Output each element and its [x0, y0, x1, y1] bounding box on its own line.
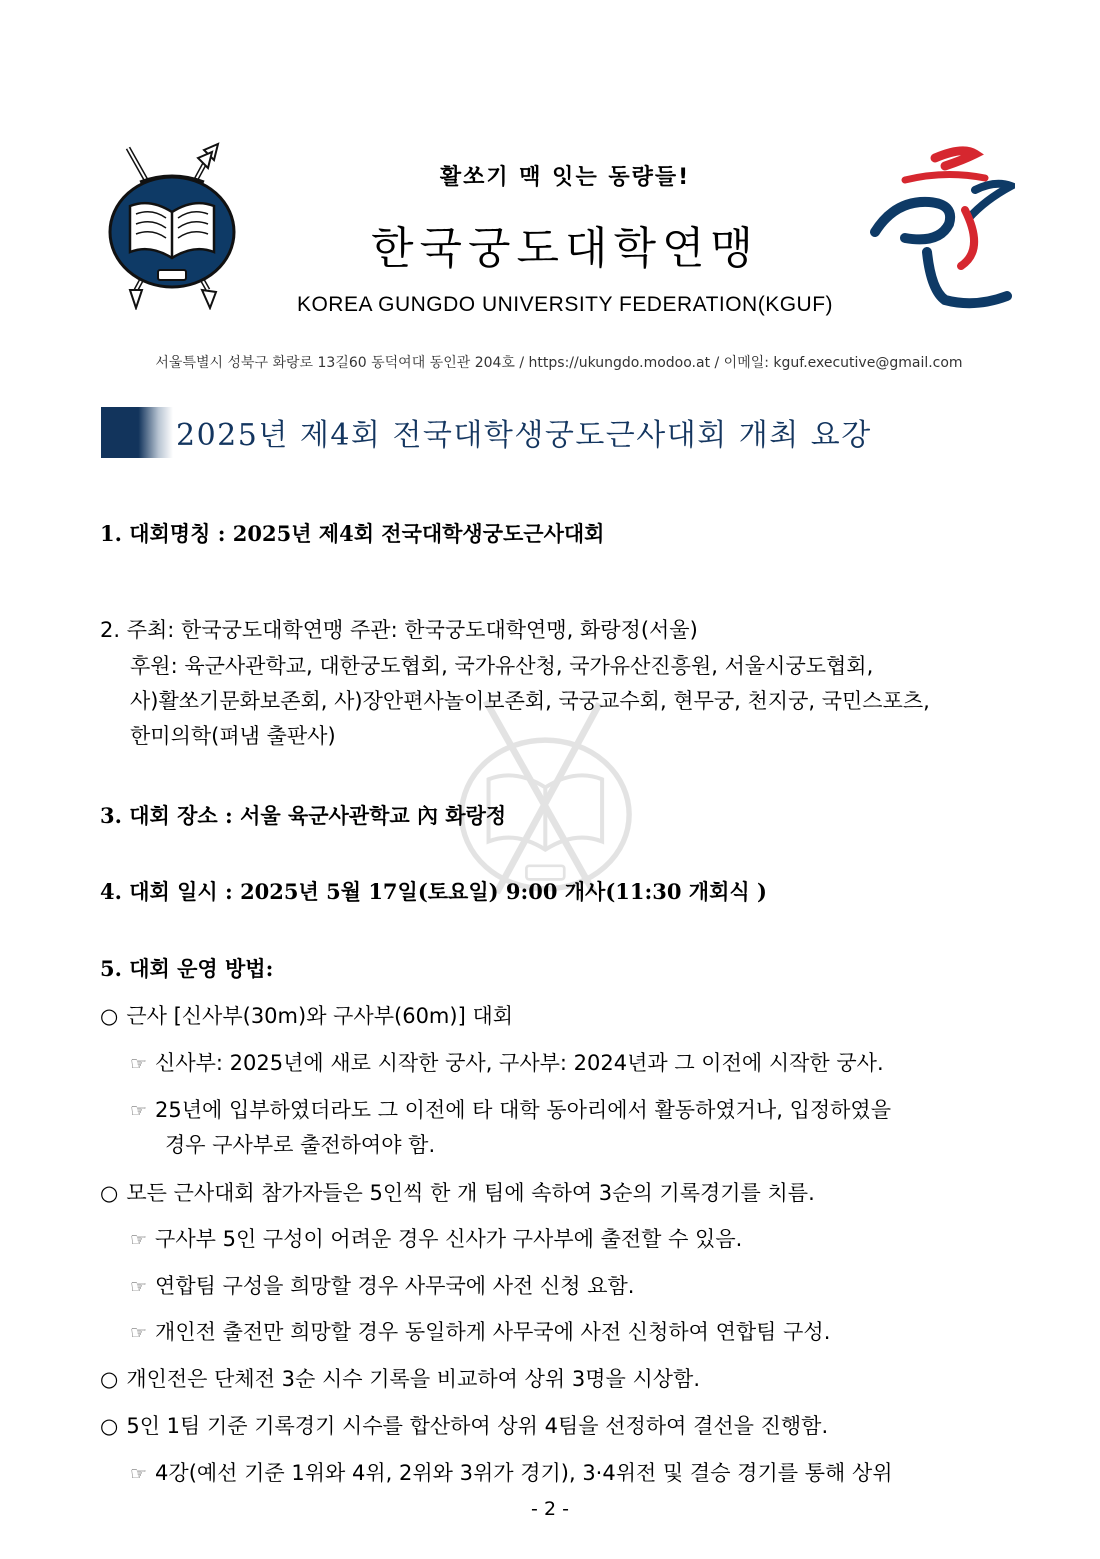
page-number: - 2 -: [531, 1498, 569, 1520]
section-2-host: 2. 주최: 한국궁도대학연맹 주관: 한국궁도대학연맹, 화랑정(서울): [100, 618, 698, 642]
list-item: ○ 5인 1팀 기준 기록경기 시수를 합산하여 상위 4팀을 선정하여 결선을 진행함.: [100, 1414, 829, 1438]
list-item: ○ 모든 근사대회 참가자들은 5인씩 한 개 팀에 속하여 3순의 기록경기를 치름.: [100, 1181, 815, 1205]
circle-bullet-icon: ○: [100, 1181, 119, 1205]
contact-address: 서울특별시 성북구 화랑로 13길60 동덕여대 동인관 204호 / https://ukungdo.modoo.at / 이메일: kguf.executive@gmail.com: [155, 355, 963, 371]
section-2-sponsor-line2: 사)활쏘기문화보존회, 사)장안편사놀이보존회, 국궁교수회, 현무궁, 천지궁, 국민스포츠,: [130, 689, 930, 713]
pointing-hand-icon: ☞: [130, 1053, 148, 1075]
list-item: ☞ 25년에 입부하였더라도 그 이전에 타 대학 동아리에서 활동하였거나, 입정하였을: [130, 1098, 891, 1122]
pointing-hand-icon: ☞: [130, 1100, 148, 1122]
section-3-venue: 3. 대회 장소 : 서울 육군사관학교 內 화랑정: [100, 803, 507, 828]
section-2-sponsor-line1: 후원: 육군사관학교, 대한궁도협회, 국가유산청, 국가유산진흥원, 서울시궁도협회,: [130, 654, 874, 678]
list-item: ☞ 연합팀 구성을 희망할 경우 사무국에 사전 신청 요함.: [130, 1274, 635, 1298]
org-name-korean: 한국궁도대학연맹: [370, 223, 760, 274]
org-name-english: KOREA GUNGDO UNIVERSITY FEDERATION(KGUF): [296, 293, 834, 316]
pointing-hand-icon: ☞: [130, 1463, 148, 1485]
slogan: 활쏘기 맥 잇는 동량들!: [439, 165, 691, 190]
section-2-sponsor-line3: 한미의학(펴냄 출판사): [130, 724, 336, 748]
list-item: ○ 근사 [신사부(30m)와 구사부(60m)] 대회: [100, 1004, 514, 1028]
section-5-operation: 5. 대회 운영 방법:: [100, 956, 274, 981]
list-item: ○ 개인전은 단체전 3순 시수 기록을 비교하여 상위 3명을 시상함.: [100, 1367, 700, 1391]
section-1-name: 1. 대회명칭 : 2025년 제4회 전국대학생궁도근사대회: [100, 521, 605, 546]
circle-bullet-icon: ○: [100, 1367, 119, 1391]
pointing-hand-icon: ☞: [130, 1276, 148, 1298]
pointing-hand-icon: ☞: [130, 1322, 148, 1344]
title-banner-bar: [101, 407, 173, 458]
circle-bullet-icon: ○: [100, 1004, 119, 1028]
list-item: ☞ 4강(예선 기준 1위와 4위, 2위와 3위가 경기), 3·4위전 및 결승 경기를 통해 상위: [130, 1461, 893, 1485]
list-item: ☞ 신사부: 2025년에 새로 시작한 궁사, 구사부: 2024년과 그 이전에 시작한 궁사.: [130, 1051, 884, 1075]
document-title: 2025년 제4회 전국대학생궁도근사대회 개최 요강: [176, 418, 872, 453]
section-4-datetime: 4. 대회 일시 : 2025년 5월 17일(토요일) 9:00 개사(11:30 개회식 ): [100, 879, 767, 904]
list-item: ☞ 구사부 5인 구성이 어려운 경우 신사가 구사부에 출전할 수 있음.: [130, 1227, 743, 1251]
pointing-hand-icon: ☞: [130, 1229, 148, 1251]
circle-bullet-icon: ○: [100, 1414, 119, 1438]
list-item: ☞ 개인전 출전만 희망할 경우 동일하게 사무국에 사전 신청하여 연합팀 구성.: [130, 1320, 831, 1344]
list-item-continuation: 경우 구사부로 출전하여야 함.: [165, 1133, 436, 1157]
